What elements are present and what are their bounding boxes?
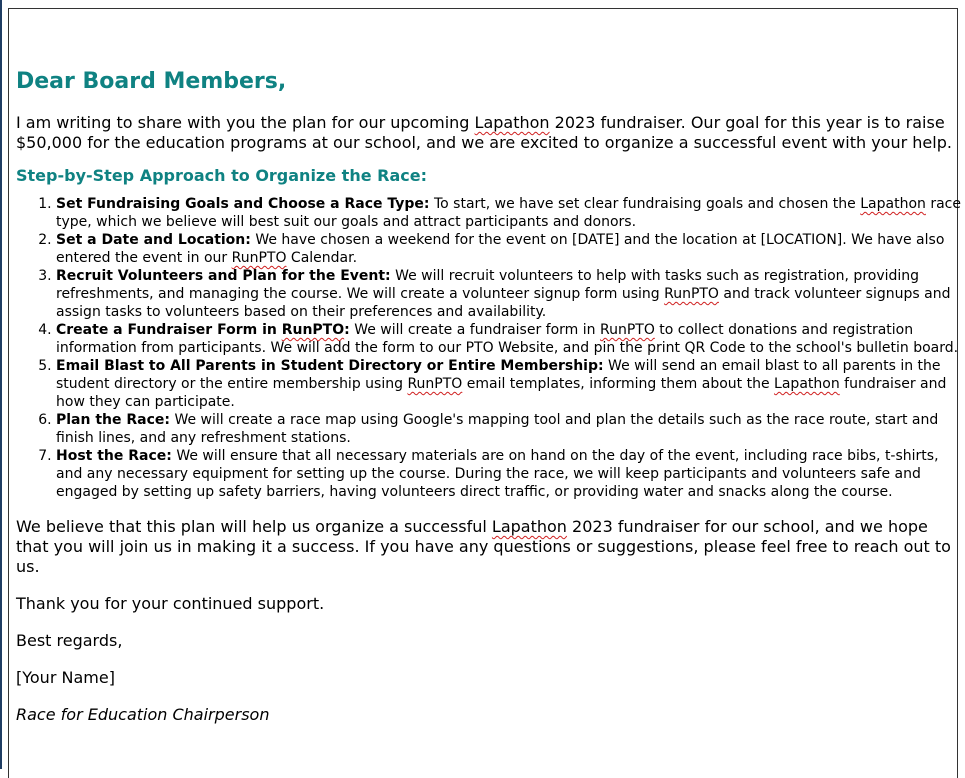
closing-paragraph	[16, 517, 961, 577]
step-text: We will create a fundraiser form in	[349, 322, 600, 338]
step-title-text: :	[344, 322, 350, 338]
intro-paragraph	[16, 113, 961, 153]
closing-text-1: We believe that this plan will help us organize a successful	[16, 517, 492, 536]
step-text: We will create a race map using Google's mapping tool and plan the details such as the race route, start and finish lines, and any refreshment stations.	[56, 412, 939, 446]
step-item-1	[56, 195, 961, 231]
step-title: Host the Race:	[56, 448, 172, 464]
step-item-2	[56, 231, 961, 267]
steps-list	[16, 195, 961, 501]
step-item-7	[56, 447, 961, 501]
step-text: race type, which we believe will best suit our goals and attract participants and donors.	[56, 196, 961, 230]
spellcheck-word[interactable]: Lapathon	[491, 517, 567, 536]
step-item-6	[56, 411, 961, 447]
step-text: We will send an email blast to all parents in the student directory or the entire membership using	[56, 358, 941, 392]
step-text: email templates, informing them about the	[462, 376, 775, 392]
spellcheck-word[interactable]: RunPTO	[231, 250, 287, 266]
signature-name: [Your Name]	[16, 668, 115, 687]
signature-role: Race for Education Chairperson	[16, 705, 270, 724]
spellcheck-word[interactable]: RunPTO	[281, 322, 345, 338]
step-text: We will ensure that all necessary materials are on hand on the day of the event, including race bibs, t-shirts, and any necessary equipment for setting up the course. During the race, we will keep participants and volunteers safe and engaged by setting up safety barriers, having volunteers direct traffic, or providing water and snacks along the course.	[56, 448, 939, 500]
spellcheck-word[interactable]: RunPTO	[664, 286, 719, 302]
section-heading: Step-by-Step Approach to Organize the Race:	[16, 166, 427, 185]
step-item-5	[56, 357, 961, 411]
step-title: Recruit Volunteers and Plan for the Event:	[56, 268, 391, 284]
editor-frame[interactable]	[8, 8, 961, 778]
step-title: Plan the Race:	[56, 412, 170, 428]
spellcheck-word[interactable]: Lapathon	[774, 376, 840, 392]
step-item-3	[56, 267, 961, 321]
spellcheck-word[interactable]: RunPTO	[599, 322, 655, 338]
regards-line: Best regards,	[16, 631, 123, 650]
step-text: To start, we have set clear fundraising goals and chosen the	[429, 196, 861, 212]
spellcheck-word[interactable]: Lapathon	[860, 196, 926, 212]
closing-text-2: 2023 fundraiser for our school, and we hope that you will join us in making it a success. If you have any questions or suggestions, please feel free to reach out to us.	[16, 517, 951, 576]
thanks-line: Thank you for your continued support.	[16, 594, 325, 613]
spellcheck-word[interactable]: RunPTO	[407, 376, 463, 392]
step-text: Calendar.	[286, 250, 358, 266]
step-text: to collect donations and registration information from participants. We will add the form to our PTO Website, and pin the print QR Code to the school's bulletin board.	[56, 322, 959, 356]
intro-text-1: I am writing to share with you the plan for our upcoming	[16, 113, 475, 132]
step-title	[56, 322, 350, 338]
spellcheck-word[interactable]: Lapathon	[474, 113, 550, 132]
step-title: Set a Date and Location:	[56, 232, 251, 248]
step-text: and track volunteer signups and assign tasks to volunteers based on their preferences and availability.	[56, 286, 951, 320]
step-title-text: Create a Fundraiser Form in	[56, 322, 282, 338]
greeting-heading: Dear Board Members,	[16, 69, 287, 94]
step-title: Email Blast to All Parents in Student Directory or Entire Membership:	[56, 358, 604, 374]
intro-text-2: 2023 fundraiser. Our goal for this year is to raise $50,000 for the education programs at our school, and we are excited to organize a successful event with your help.	[16, 113, 952, 152]
step-title: Set Fundraising Goals and Choose a Race Type:	[56, 196, 430, 212]
step-text: fundraiser and how they can participate.	[56, 376, 947, 410]
step-text: We have chosen a weekend for the event on [DATE] and the location at [LOCATION]. We have also entered the event in our	[56, 232, 945, 266]
step-text: We will recruit volunteers to help with tasks such as registration, providing refreshments, and managing the course. We will create a volunteer signup form using	[56, 268, 920, 302]
window-left-edge	[0, 0, 2, 769]
letter-body[interactable]	[16, 67, 961, 725]
step-item-4	[56, 321, 961, 357]
